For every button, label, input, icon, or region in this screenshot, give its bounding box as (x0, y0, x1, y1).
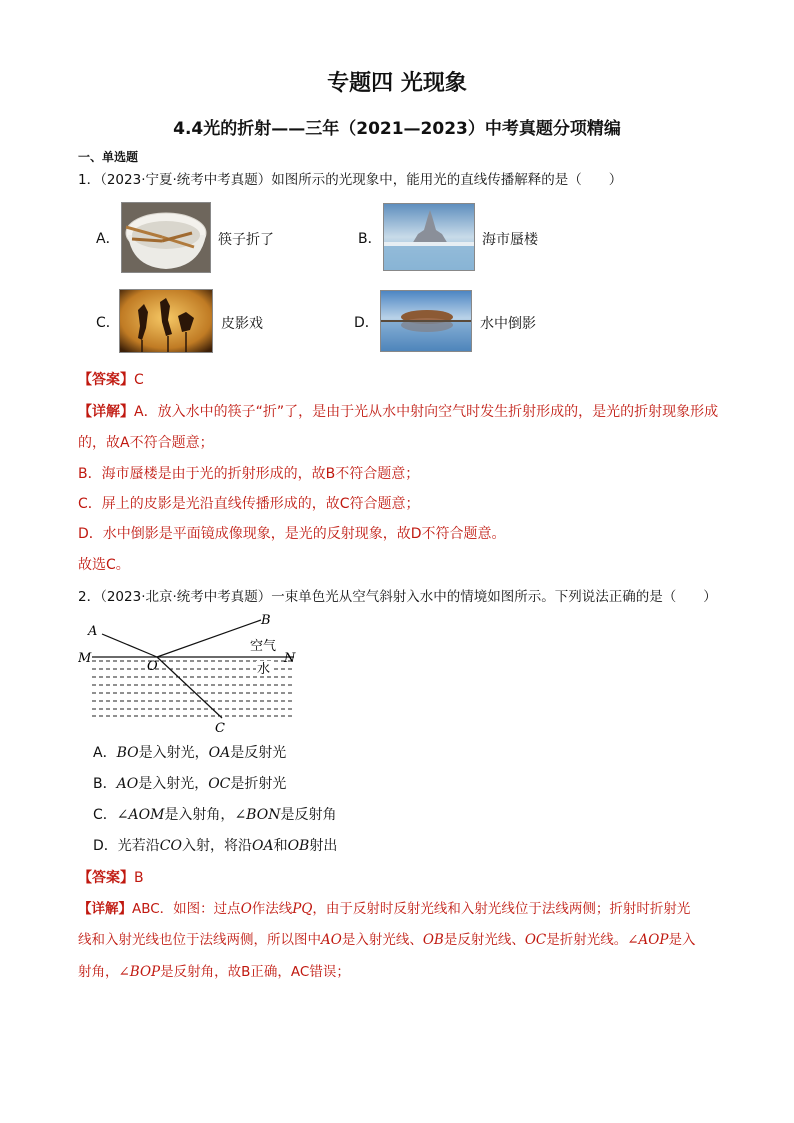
diagram-label-b: B (261, 613, 271, 628)
q2-option-b (93, 774, 286, 794)
q2-option-b-part-3: OC (208, 776, 231, 792)
q1-option-a-text: 筷子折了 (218, 232, 274, 248)
q2-detail-2-part-3: 是入射光线、 (341, 932, 423, 948)
q2-option-b-part-4: 是折射光 (230, 776, 287, 792)
q1-option-d-image-reflection (380, 290, 472, 352)
q2-detail-1-part-5: ，由于反射时反射光线和入射光线位于法线两侧；折射时折射光 (312, 901, 691, 917)
q2-detail-2-part-8: ∠AOP (627, 932, 669, 948)
diagram-label-a: A (88, 624, 98, 639)
q2-option-a-part-3: OA (208, 745, 231, 761)
q2-detail-1-part-1: ABC．如图：过点 (132, 901, 241, 917)
section-heading: 一、单选题 (78, 150, 139, 164)
diagram-label-n: N (284, 651, 296, 666)
q2-refraction-diagram (78, 612, 308, 737)
q1-detail-text-1: A．放入水中的筷子“折”了，是由于光从水中射向空气时发生折射形成的，是光的折射现象形成 (134, 404, 719, 420)
q2-option-c-letter: C． (93, 807, 117, 823)
q2-detail-2-part-6: OC (524, 932, 547, 948)
q2-detail-2-part-7: 是折射光线。 (546, 932, 628, 948)
q2-option-b-part-2: 是入射光， (138, 776, 209, 792)
q2-option-c-part-1: ∠AOM (116, 807, 165, 823)
q2-option-a-letter: A． (93, 745, 117, 761)
page-subtitle: 4.4光的折射——三年（2021—2023）中考真题分项精编 (173, 119, 621, 139)
diagram-label-air: 空气 (250, 639, 277, 654)
q2-detail-1-part-2: O (240, 901, 252, 917)
q2-option-b-part-1: AO (116, 776, 139, 792)
q1-detail-line-2: 的，故A不符合题意； (78, 435, 214, 451)
q1-detail-line-6: 故选C。 (78, 557, 130, 573)
q2-option-d-part-1: 光若沿 (117, 838, 160, 854)
q1-detail-line-4: C．屏上的皮影是光沿直线传播形成的，故C符合题意； (78, 496, 420, 512)
q2-detail-line-1 (78, 899, 690, 919)
diagram-label-water: 水 (257, 662, 271, 677)
q2-option-d-letter: D． (93, 838, 118, 854)
q2-option-c-part-3: ∠BON (234, 807, 281, 823)
q2-option-b-letter: B． (93, 776, 117, 792)
q2-option-a-part-2: 是入射光， (138, 745, 209, 761)
q2-detail-line-2 (78, 930, 695, 950)
q2-detail-3-part-3: 是反射角，故B正确，AC错误； (160, 964, 350, 980)
q2-option-d-part-5: 和 (273, 838, 288, 854)
q2-option-a-part-1: BO (116, 745, 139, 761)
q1-option-a-letter: A． (96, 231, 120, 247)
q2-option-c (93, 805, 336, 825)
q2-detail-1-part-4: PQ (292, 901, 313, 917)
diagram-label-m: M (78, 651, 92, 666)
q2-option-d (93, 836, 337, 856)
q2-option-d-part-2: CO (159, 838, 182, 854)
q2-option-c-part-4: 是反射角 (280, 807, 337, 823)
q2-detail-label: 【详解】 (78, 901, 132, 917)
page-title: 专题四 光现象 (327, 71, 467, 96)
q2-answer-label: 【答案】 (78, 870, 134, 886)
q2-option-d-part-4: OA (251, 838, 274, 854)
q2-detail-line-3 (78, 962, 350, 982)
q2-detail-2-part-9: 是入 (668, 932, 696, 948)
q2-detail-2-part-5: 是反射光线、 (443, 932, 525, 948)
q1-option-b-image-mirage (383, 203, 475, 271)
q1-answer (78, 370, 144, 390)
q2-answer-value: B (134, 870, 144, 886)
q2-detail-1-part-3: 作法线 (251, 901, 293, 917)
q1-option-b-text: 海市蜃楼 (482, 232, 538, 248)
q2-option-d-part-3: 入射，将沿 (181, 838, 252, 854)
q1-option-c-text: 皮影戏 (221, 316, 263, 332)
q1-option-c-image-shadow-puppet (119, 289, 213, 353)
q2-detail-2-part-1: 线和入射光线也位于法线两侧，所以图中 (78, 932, 321, 948)
q1-option-d-text: 水中倒影 (480, 316, 536, 332)
q1-option-d-letter: D． (354, 315, 379, 331)
q1-option-c-letter: C． (96, 315, 120, 331)
q1-answer-value: C (134, 372, 144, 388)
q1-detail-label: 【详解】 (78, 404, 134, 420)
q1-option-b-letter: B． (358, 231, 382, 247)
q2-detail-3-part-2: ∠BOP (118, 964, 161, 980)
q1-detail-line-3: B．海市蜃楼是由于光的折射形成的，故B不符合题意； (78, 466, 420, 482)
q2-stem: 2．（2023·北京·统考中考真题）一束单色光从空气斜射入水中的情境如图所示。下列说法正确的是（ ） (78, 589, 717, 605)
diagram-label-c: C (215, 721, 225, 736)
q2-detail-2-part-2: AO (321, 932, 342, 948)
q2-option-a (93, 743, 286, 763)
q2-option-a-part-4: 是反射光 (230, 745, 287, 761)
q2-option-c-part-2: 是入射角， (164, 807, 235, 823)
q2-detail-3-part-1: 射角， (78, 964, 119, 980)
q1-detail-line-1 (78, 402, 718, 422)
q1-option-a-image-chopsticks (121, 202, 211, 273)
q1-stem: 1．（2023·宁夏·统考中考真题）如图所示的光现象中，能用光的直线传播解释的是（ ） (78, 172, 623, 188)
q2-option-d-part-7: 射出 (309, 838, 338, 854)
q2-option-d-part-6: OB (287, 838, 310, 854)
q1-detail-line-5: D．水中倒影是平面镜成像现象，是光的反射现象，故D不符合题意。 (78, 526, 506, 542)
q2-answer (78, 868, 144, 888)
q2-detail-2-part-4: OB (422, 932, 444, 948)
q1-answer-label: 【答案】 (78, 372, 134, 388)
diagram-label-o: O (147, 659, 158, 674)
